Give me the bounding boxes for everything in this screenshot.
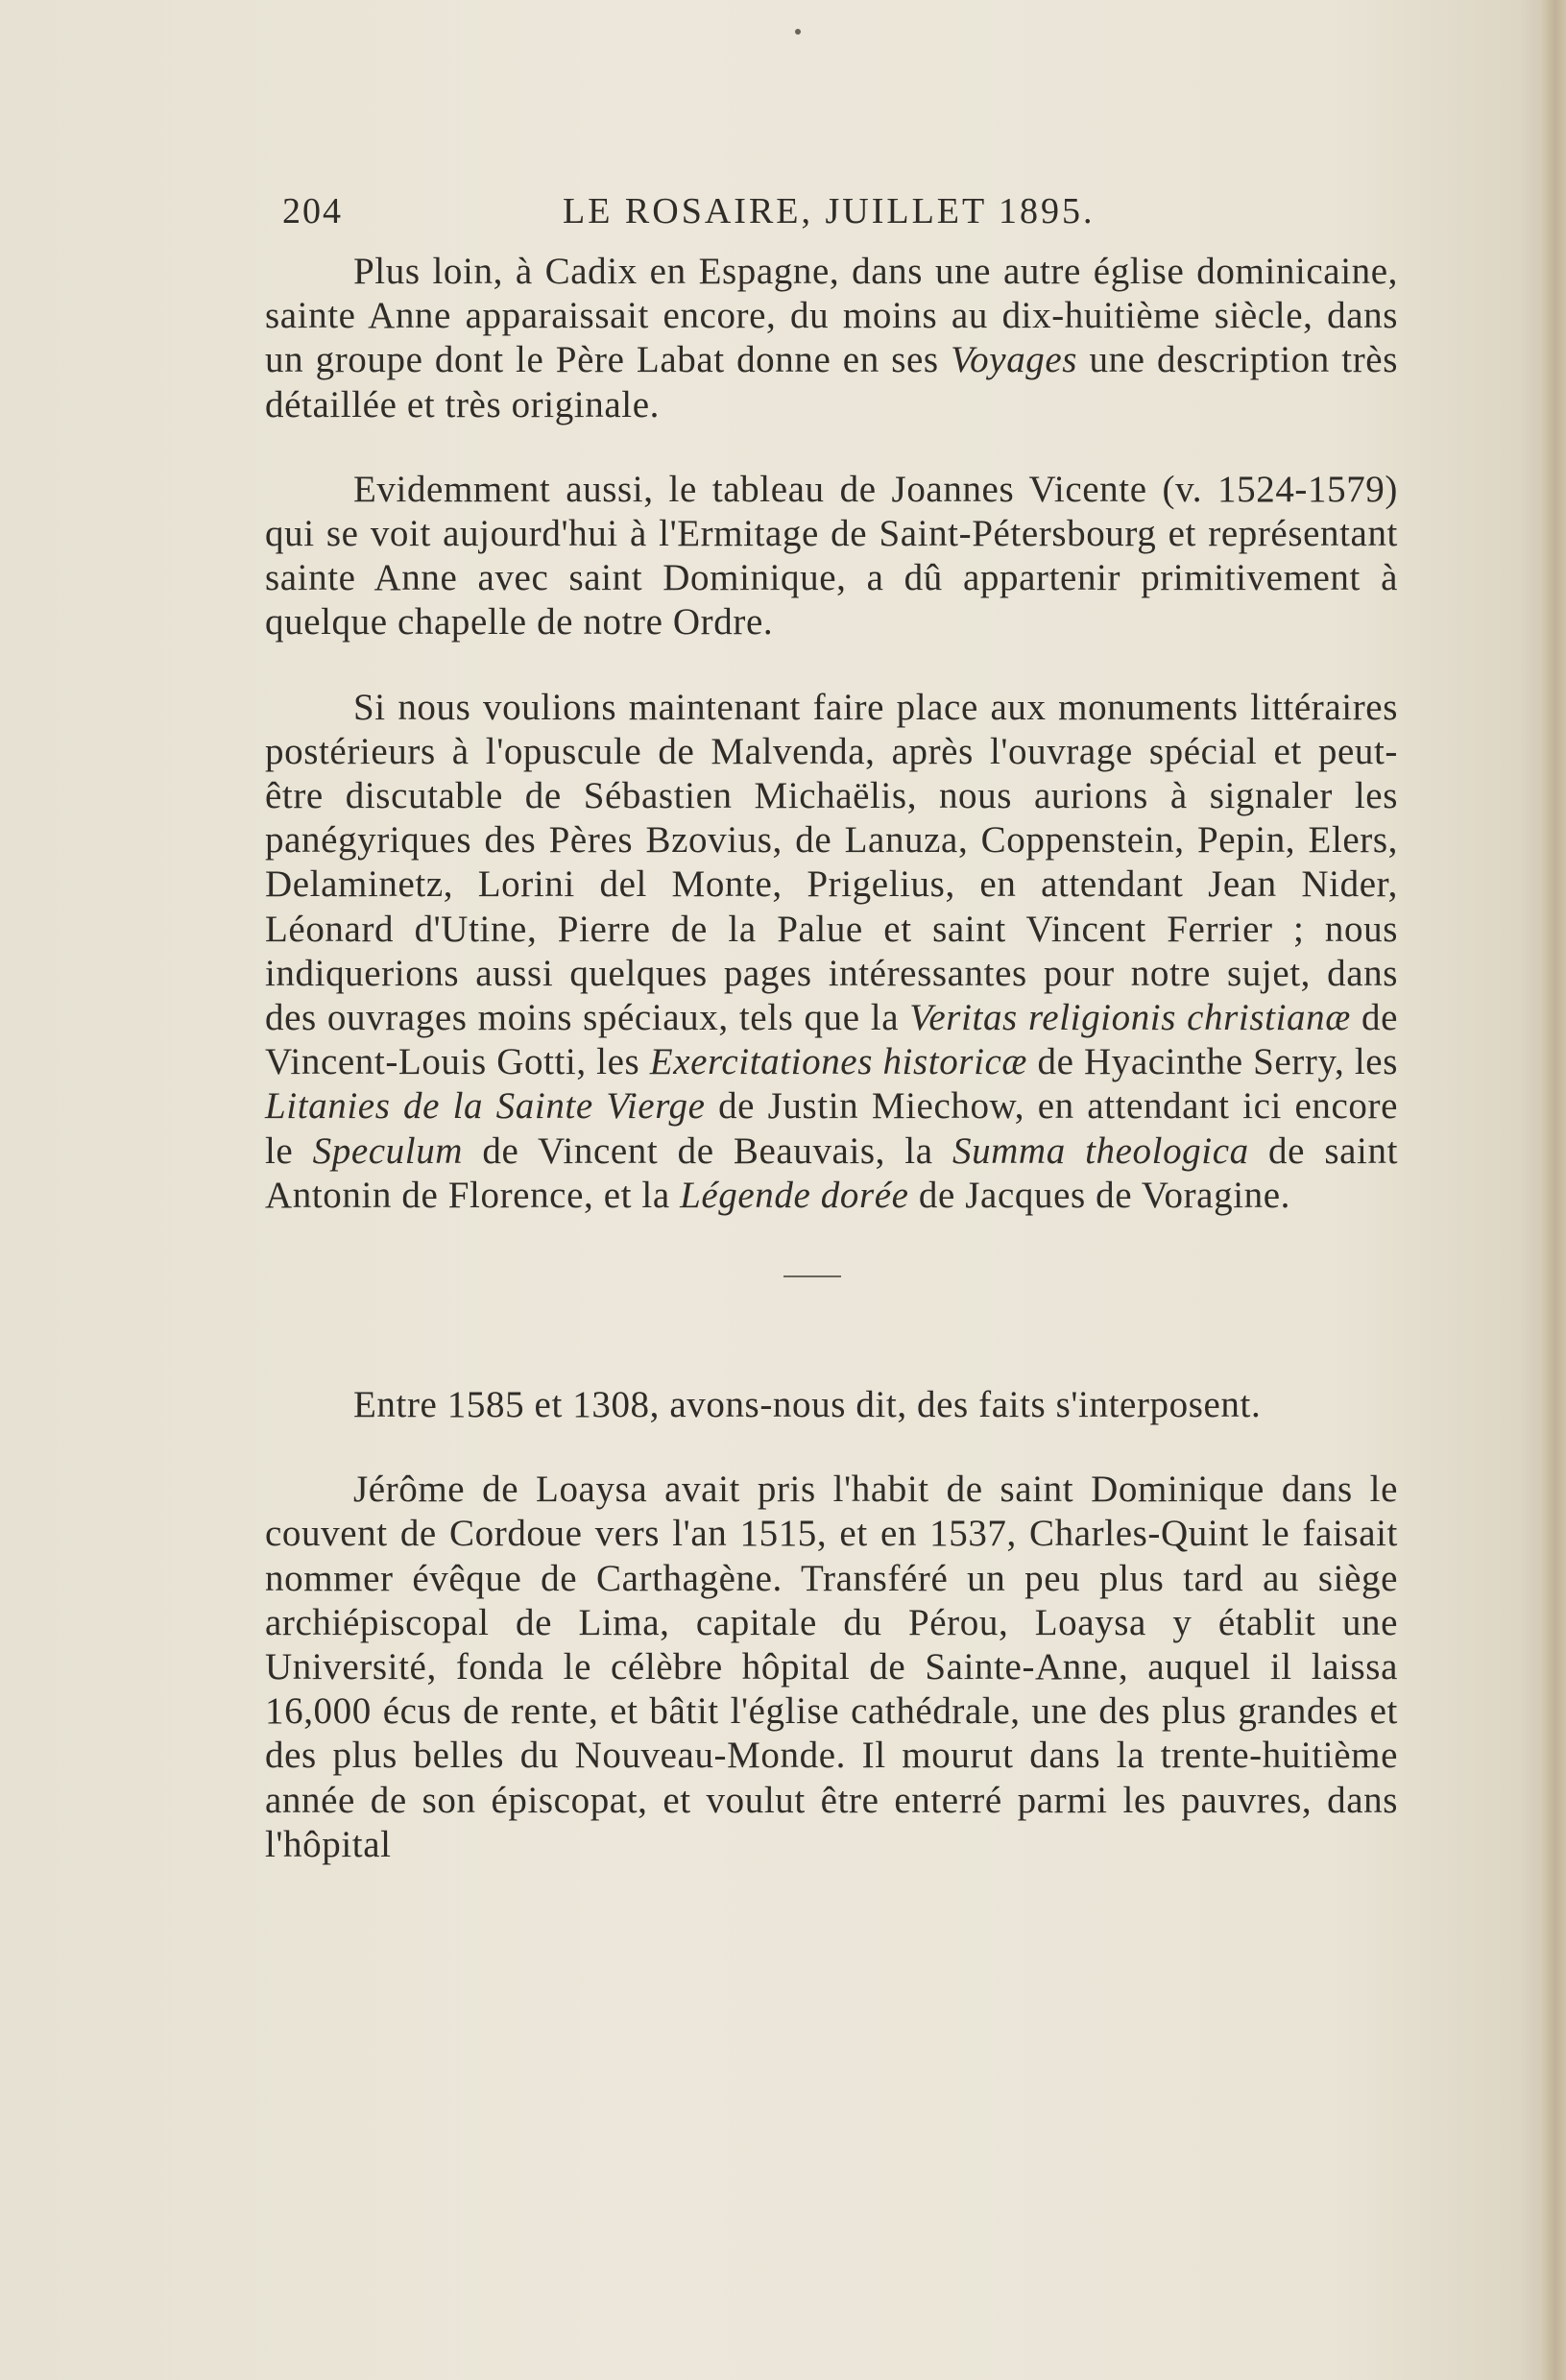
paragraph: Jérôme de Loaysa avait pris l'habit de saint Dominique dans le couvent de Cordoue vers l'an 1515, et en 1537, Charles-Quint le faisait nommer évêque de Carthagène. Transféré un peu plus tard au siège archiépiscopal de Lima, capitale du Pérou, Loaysa y établit une Université, fonda le célèbre hôpital de Sainte-Anne, auquel il laissa 16,000 écus de rente, et bâtit l'église cathédrale, une des plus grandes et des plus belles du Nouveau-Monde. Il mourut dans la trente-huitième année de son épiscopat, et voulut être enterré parmi les pauvres, dans l'hôpital: [265, 1469, 1398, 1865]
page-header: [265, 182, 1398, 250]
section-divider: [783, 1275, 841, 1277]
speck-mark: [795, 29, 801, 35]
italic-title: Voyages: [951, 339, 1078, 381]
paragraph: Evidemment aussi, le tableau de Joannes Vicente (v. 1524-1579) qui se voit aujourd'hui à l'Ermitage de Saint-Pétersbourg et représentant sainte Anne avec saint Dominique, a dû appartenir primitivement à quelque chapelle de notre Ordre.: [265, 468, 1398, 644]
italic-title: Summa theologica: [952, 1129, 1249, 1172]
page-number: 204: [282, 191, 343, 231]
running-title: LE ROSAIRE, JUILLET 1895.: [563, 191, 1096, 231]
paragraph: Si nous voulions maintenant faire place aux monuments littéraires postérieurs à l'opuscule de Malvenda, après l'ouvrage spécial et peut-être discutable de Sébastien Michaëlis, nous aurions à signaler les panégyriques des Pères Bzovius, de Lanuza, Coppenstein, Pepin, Elers, Delaminetz, Lorini del Monte, Prigelius, en attendant Jean Nider, Léonard d'Utine, Pierre de la Palue et saint Vincent Ferrier ; nous indiquerions aussi quelques pages intéressantes pour notre sujet, dans des ouvrages moins spéciaux, tels que la Veritas religionis christianæ de Vincent-Louis Gotti, les Exercitationes historicæ de Hyacinthe Serry, les Litanies de la Sainte Vierge de Justin Miechow, en attendant ici encore le Speculum de Vincent de Beauvais, la Summa theologica de saint Antonin de Florence, et la Légende dorée de Jacques de Voragine.: [265, 686, 1399, 1216]
page-edge: [1539, 0, 1566, 2380]
italic-title: Litanies de la Sainte Vierge: [265, 1085, 706, 1128]
paragraph: Entre 1585 et 1308, avons-nous dit, des faits s'interposent.: [353, 1384, 1262, 1426]
italic-title: Speculum: [312, 1129, 464, 1172]
text-block: [265, 182, 1398, 1907]
italic-title: Veritas religionis christianæ: [909, 997, 1351, 1039]
italic-title: Exercitationes historicæ: [649, 1041, 1028, 1083]
paragraph: Plus loin, à Cadix en Espagne, dans une autre église dominicaine, sainte Anne apparaissait encore, du moins au dix-huitième siècle, dans un groupe dont le Père Labat donne en ses Voyages une description très détaillée et très originale.: [265, 251, 1398, 425]
italic-title: Légende dorée: [680, 1174, 909, 1216]
